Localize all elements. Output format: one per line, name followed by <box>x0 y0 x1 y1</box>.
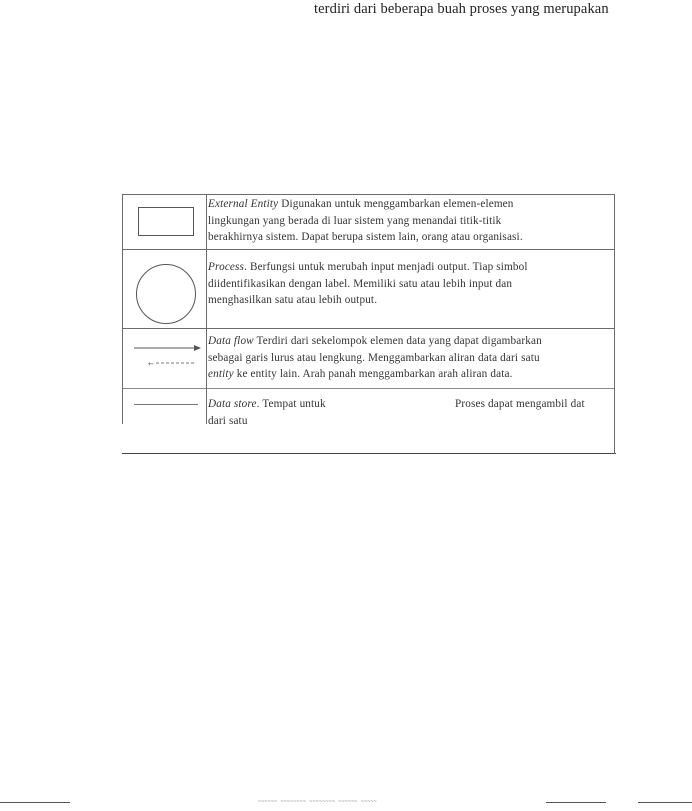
description-line: lingkungan yang berada di luar sistem yang menandai titik-titik <box>208 214 502 227</box>
arrow-icon <box>132 339 202 369</box>
dfd-symbol-table <box>122 194 616 456</box>
data-flow-description <box>208 333 614 383</box>
description-text: ke entity lain. Arah panah menggambarkan arah aliran data. <box>236 368 513 380</box>
description-line: diidentifikasikan dengan label. Memiliki satu atau lebih input dan <box>208 277 513 290</box>
circle-icon <box>136 264 196 324</box>
term-process: Process <box>208 261 245 273</box>
description-line <box>208 366 614 383</box>
data-store-description <box>208 396 614 429</box>
footer-rule-left <box>0 802 70 803</box>
term-data-store: Data store <box>208 398 257 410</box>
description-text: . Berfungsi untuk merubah input menjadi output. Tiap simbol <box>244 261 528 273</box>
table-top-border <box>122 194 614 195</box>
description-fragment-right: Proses dapat mengambil dat <box>455 398 585 410</box>
process-description <box>208 259 614 309</box>
left-border <box>122 194 123 424</box>
table-bottom-border <box>122 453 616 454</box>
footer-scribble: ~~~~~~ ~~~~~~~~ ~~~~~~~~ ~~~~~~ ~~~~~ <box>258 799 377 805</box>
footer-rule-right-2 <box>638 802 692 803</box>
column-divider <box>206 194 207 424</box>
svg-text:←: ← <box>148 360 154 368</box>
right-border <box>614 194 615 454</box>
description-line: berakhirnya sistem. Dapat berupa sistem lain, orang atau organisasi. <box>208 231 523 243</box>
description-line <box>208 196 614 213</box>
footer-rule-right-1 <box>546 802 606 803</box>
description-line <box>208 396 614 413</box>
line-icon <box>134 404 198 405</box>
description-text: Terdiri dari sekelompok elemen data yang dapat digambarkan <box>253 335 542 347</box>
rectangle-icon <box>138 207 194 236</box>
term-data-flow: Data flow <box>208 335 254 347</box>
description-text: . Tempat untuk <box>256 398 326 410</box>
row-divider-2 <box>122 328 614 329</box>
row-divider-1 <box>122 249 614 250</box>
description-text: Digunakan untuk menggambarkan elemen-elemen <box>281 198 514 210</box>
description-line: sebagai garis lurus atau lengkung. Menggambarkan aliran data dari satu <box>208 351 540 364</box>
row-divider-3 <box>122 388 614 389</box>
description-line: menghasilkan satu atau lebih output. <box>208 294 378 306</box>
term-external-entity: External Entity <box>208 198 279 210</box>
external-entity-description <box>208 196 614 246</box>
description-line <box>208 333 614 350</box>
page-top-line: terdiri dari beberapa buah proses yang merupakan <box>314 1 609 17</box>
description-line <box>208 259 614 276</box>
entity-word: entity <box>208 368 234 380</box>
description-line: dari satu <box>208 414 248 427</box>
